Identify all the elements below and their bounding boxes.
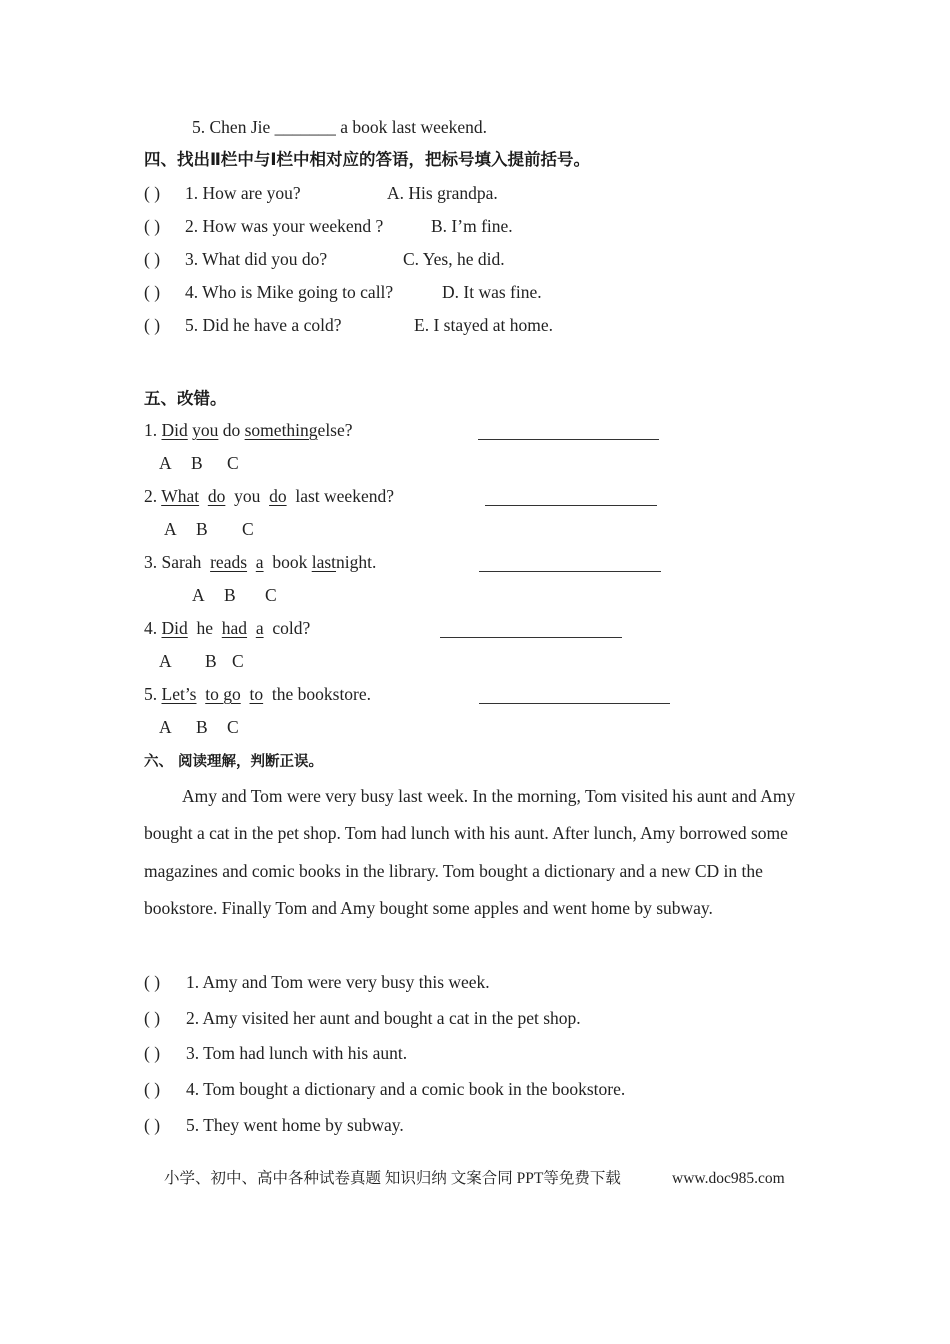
footer-url[interactable]: www.doc985.com <box>672 1170 785 1187</box>
option-b-word: you <box>192 420 219 440</box>
section-5-title: 五、改错。 <box>144 389 227 408</box>
answer-line[interactable] <box>478 439 659 440</box>
label-b: B <box>224 585 236 605</box>
answer-option: D. It was fine. <box>442 282 542 302</box>
answer-paren[interactable]: ( ) <box>144 183 161 203</box>
plain-word: do <box>222 420 241 440</box>
option-b-word: had <box>221 618 248 638</box>
question-text: 4. Who is Mike going to call? <box>185 282 394 302</box>
label-a: A <box>159 651 172 671</box>
option-b-word: to go <box>205 684 241 704</box>
label-c: C <box>265 585 277 605</box>
answer-paren[interactable]: ( ) <box>144 1079 161 1099</box>
answer-paren[interactable]: ( ) <box>144 1043 161 1063</box>
plain-word: cold? <box>272 618 311 638</box>
plain-word: the bookstore. <box>271 684 372 704</box>
statement-text: 4. Tom bought a dictionary and a comic book in the bookstore. <box>186 1079 626 1099</box>
item-number: 4. <box>144 618 158 638</box>
plain-word: he <box>196 618 214 638</box>
option-a-word: What <box>161 486 200 506</box>
footer-text: 小学、初中、高中各种试卷真题 知识归纳 文案合同 PPT等免费下载 <box>164 1170 621 1187</box>
statement-text: 2. Amy visited her aunt and bought a cat in the pet shop. <box>186 1008 581 1028</box>
correction-item-3 <box>144 551 376 573</box>
correction-item-5 <box>144 683 371 705</box>
option-a-word: Let’s <box>161 684 197 704</box>
answer-paren[interactable]: ( ) <box>144 1115 161 1135</box>
plain-word: you <box>234 486 261 506</box>
statement-text: 5. They went home by subway. <box>186 1115 404 1135</box>
answer-line[interactable] <box>479 703 670 704</box>
label-c: C <box>227 717 239 737</box>
answer-paren[interactable]: ( ) <box>144 972 161 992</box>
option-c-word: do <box>269 486 287 506</box>
label-a: A <box>164 519 177 539</box>
item-number: 5. <box>144 684 158 704</box>
option-b-word: do <box>207 486 226 506</box>
plain-word: Sarah <box>161 552 202 572</box>
option-b-word: a <box>255 552 264 572</box>
section-4-title: 四、找出Ⅱ栏中与Ⅰ栏中相对应的答语，把标号填入提前括号。 <box>144 150 591 169</box>
label-a: A <box>159 453 172 473</box>
item-number: 2. <box>144 486 158 506</box>
label-b: B <box>196 519 208 539</box>
label-b: B <box>196 717 208 737</box>
answer-option: B. I’m fine. <box>431 216 513 236</box>
answer-line[interactable] <box>440 637 622 638</box>
label-c: C <box>232 651 244 671</box>
answer-paren[interactable]: ( ) <box>144 315 161 335</box>
plain-word: else? <box>317 420 353 440</box>
option-c-word: last <box>311 552 337 572</box>
option-a-word: Did <box>161 420 188 440</box>
item-number: 3. <box>144 552 158 572</box>
option-c-word: something <box>244 420 318 440</box>
answer-paren[interactable]: ( ) <box>144 282 161 302</box>
answer-option: A. His grandpa. <box>387 183 498 203</box>
statement-text: 3. Tom had lunch with his aunt. <box>186 1043 408 1063</box>
option-c-word: to <box>249 684 264 704</box>
answer-line[interactable] <box>479 571 661 572</box>
item-number: 1. <box>144 420 158 440</box>
option-c-word: a <box>255 618 264 638</box>
plain-word: night. <box>336 552 377 572</box>
answer-paren[interactable]: ( ) <box>144 1008 161 1028</box>
answer-option: C. Yes, he did. <box>403 249 505 269</box>
section-6-title: 六、 阅读理解，判断正误。 <box>144 754 324 770</box>
plain-word: book <box>272 552 308 572</box>
answer-line[interactable] <box>485 505 657 506</box>
question-text: 3. What did you do? <box>185 249 328 269</box>
label-c: C <box>227 453 239 473</box>
fill-blank-item-5: 5. Chen Jie _______ a book last weekend. <box>192 117 488 137</box>
label-a: A <box>159 717 172 737</box>
question-text: 1. How are you? <box>185 183 301 203</box>
question-text: 5. Did he have a cold? <box>185 315 342 335</box>
answer-paren[interactable]: ( ) <box>144 216 161 236</box>
label-b: B <box>191 453 203 473</box>
plain-word: last weekend? <box>295 486 394 506</box>
option-a-word: Did <box>161 618 188 638</box>
label-c: C <box>242 519 254 539</box>
answer-option: E. I stayed at home. <box>414 315 553 335</box>
reading-passage: Amy and Tom were very busy last week. In the morning, Tom visited his aunt and Amy bought a cat in the pet shop. Tom had lunch with his aunt. After lunch, Amy borrowed some magazines and comic books in the library. Tom bought a dictionary and a new CD in the bookstore. Finally Tom and Amy bought some apples and went home by subway. <box>144 786 796 918</box>
correction-item-1 <box>144 419 353 441</box>
question-text: 2. How was your weekend ? <box>185 216 384 236</box>
answer-paren[interactable]: ( ) <box>144 249 161 269</box>
correction-item-4 <box>144 617 310 639</box>
statement-text: 1. Amy and Tom were very busy this week. <box>186 972 490 992</box>
option-a-word: reads <box>210 552 248 572</box>
correction-item-2 <box>144 485 394 507</box>
label-a: A <box>192 585 205 605</box>
label-b: B <box>205 651 217 671</box>
